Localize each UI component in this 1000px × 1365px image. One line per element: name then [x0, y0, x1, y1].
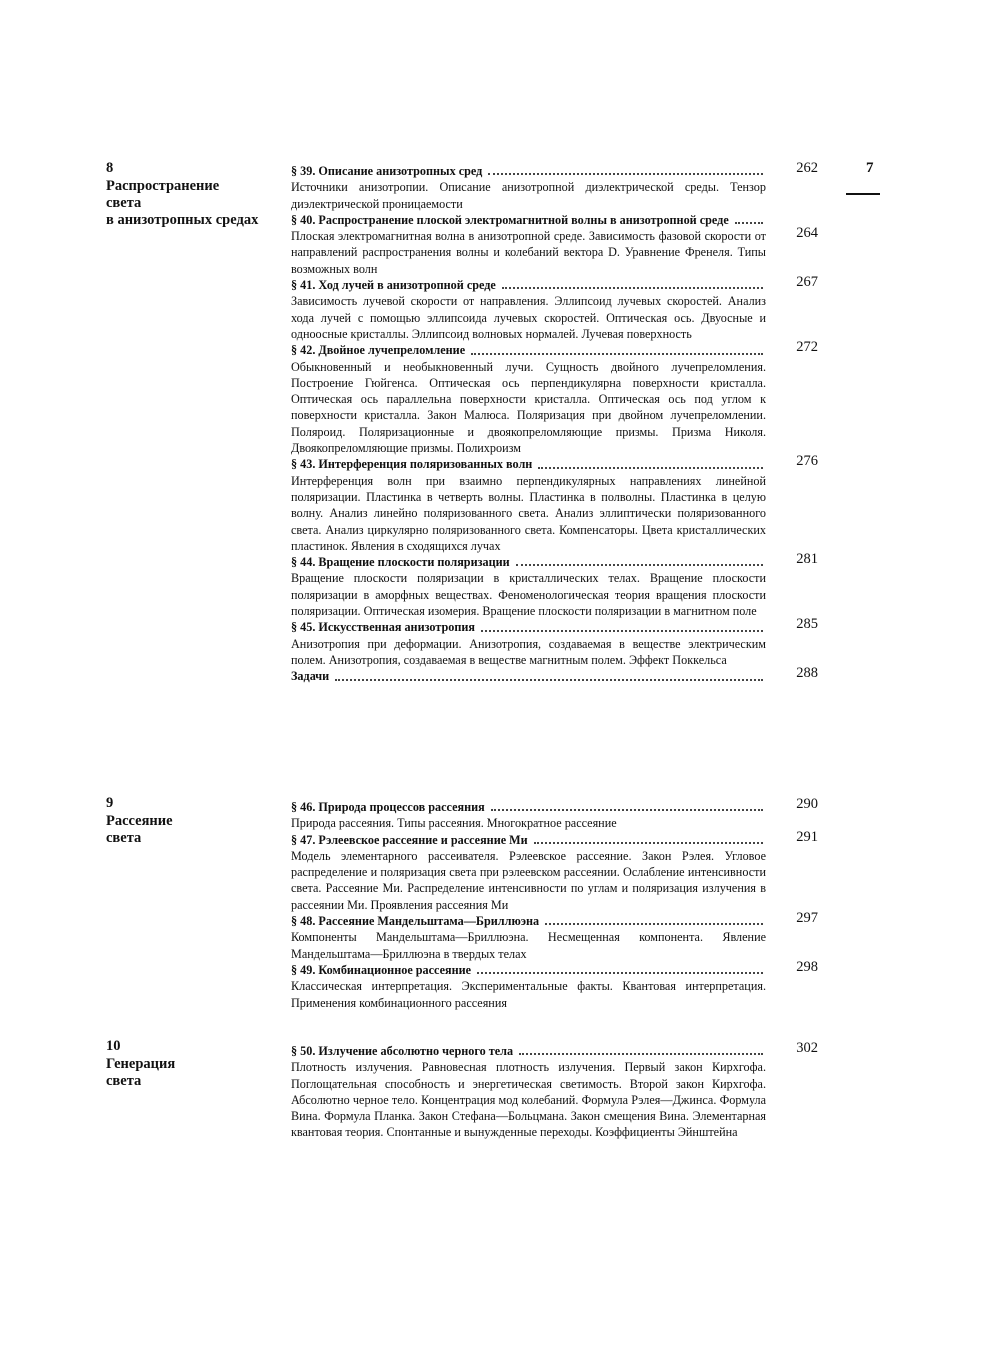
toc-entry[interactable] — [291, 274, 818, 342]
chapter-number: 10 — [106, 1038, 121, 1054]
leader-dots — [488, 173, 763, 175]
leader-dots — [471, 353, 763, 355]
toc-entry[interactable] — [291, 1040, 818, 1141]
section-page: 298 — [796, 958, 818, 975]
section-title[interactable]: § 46. Природа процессов рассеяния — [291, 800, 485, 814]
chapter-10-heading — [106, 1038, 175, 1090]
leader-dots — [735, 222, 763, 224]
section-description: Интерференция волн при взаимно перпендикулярных направлениях линейной поляризации. Пластинка в четверть волны. Пластинка в полволны. Пластинка в целую волну. Анализ линейно поляризованного света. Анализ эллиптически поляризованного света. Анализ циркулярно поляризованного света. Компенсаторы. Цвета кристаллических пластинок. Явления в сходящихся лучах — [291, 473, 766, 553]
leader-dots — [477, 972, 763, 974]
toc-chapter-10 — [291, 1040, 818, 1141]
leader-dots — [545, 923, 763, 925]
section-page: 290 — [796, 796, 818, 812]
section-page: 262 — [796, 160, 818, 176]
section-page: 302 — [796, 1040, 818, 1056]
leader-dots — [534, 842, 763, 844]
toc-entry[interactable] — [291, 339, 818, 456]
section-description: Природа рассеяния. Типы рассеяния. Многократное рассеяние — [291, 816, 617, 831]
toc-chapter-9 — [291, 796, 818, 1011]
chapter-title: Распространение света в анизотропных средах — [106, 178, 259, 228]
chapter-9-heading — [106, 795, 173, 847]
section-title[interactable]: § 50. Излучение абсолютно черного тела — [291, 1044, 514, 1058]
leader-dots — [538, 467, 763, 469]
toc-entry[interactable] — [291, 958, 818, 1011]
leader-dots — [519, 1053, 763, 1055]
section-page: 276 — [796, 453, 818, 470]
section-description: Источники анизотропии. Описание анизотропной диэлектрической среды. Тензор диэлектрической проницаемости — [291, 180, 766, 211]
toc-entry[interactable] — [291, 160, 818, 212]
toc-entry-problems[interactable] — [291, 665, 818, 684]
toc-entry[interactable] — [291, 212, 818, 277]
toc-entry[interactable] — [291, 796, 818, 832]
section-description: Зависимость лучевой скорости от направления. Эллипсоид лучевых скоростей. Анализ хода лучей с помощью эллипсоида лучевых скоростей. Оптическая ось. Двуосные и одноосные кристаллы. Эллипсоид волновых нормалей. Лучевая поверхность — [291, 294, 766, 341]
section-description: Обыкновенный и необыкновенный лучи. Сущность двойного лучепреломления. Построение Гюйгенса. Оптическая ось перпендикулярна поверхности кристалла. Оптическая ось параллельна поверхности кристалла. Оптическая ось под углом к поверхности кристалла. Закон Малюса. Поляризация при двойном лучепреломлении. Поляроид. Поляризационные и двоякопреломляющие призмы. Призма Николя. Двоякопреломляющие призмы. Полихроизм — [291, 359, 766, 456]
section-page: 285 — [796, 616, 818, 633]
chapter-title: Генерация света — [106, 1056, 176, 1089]
chapter-8-heading — [106, 160, 258, 229]
leader-dots — [502, 287, 763, 289]
page-number-rule — [846, 193, 880, 195]
toc-chapter-8 — [291, 160, 818, 685]
section-page: 291 — [796, 828, 818, 845]
section-title[interactable]: Задачи — [291, 669, 330, 684]
toc-entry[interactable] — [291, 616, 818, 668]
section-title[interactable]: § 47. Рэлеевское рассеяние и рассеяние Ми — [291, 832, 528, 847]
section-title[interactable]: § 49. Комбинационное рассеяние — [291, 962, 472, 977]
section-title[interactable]: § 45. Искусственная анизотропия — [291, 620, 475, 635]
toc-entry[interactable] — [291, 828, 818, 913]
leader-dots — [516, 564, 763, 566]
chapter-number: 8 — [106, 160, 114, 176]
leader-dots — [481, 630, 763, 632]
section-description: Вращение плоскости поляризации в кристаллических телах. Вращение плоскости поляризации в аморфных веществах. Феноменологическая теория вращения плоскости поляризации. Оптическая изомерия. Вращение плоскости поляризации в магнитном поле — [291, 571, 766, 619]
section-description: Компоненты Мандельштама—Бриллюэна. Несмещенная компонента. Явление Мандельштама—Бриллюэна в твердых телах — [291, 930, 766, 961]
toc-entry[interactable] — [291, 551, 818, 619]
section-description: Плотность излучения. Равновесная плотность излучения. Первый закон Кирхгофа. Поглощательная способность и энергетическая светимость. Второй закон Кирхгофа. Абсолютно черное тело. Концентрация мод колебаний. Формула Рэлея—Джинса. Формула Вина. Формула Планка. Закон Стефана—Больцмана. Закон смещения Вина. Элементарная квантовая теория. Спонтанные и вынужденные переходы. Коэффициенты Эйнштейна — [291, 1060, 766, 1140]
section-description: Плоская электромагнитная волна в анизотропной среде. Зависимость фазовой скорости от направлений распространения волны и колебаний вектора D. Уравнение Френеля. Типы возможных волн — [291, 229, 766, 276]
section-title[interactable]: § 40. Распространение плоской электромагнитной волны в анизотропной среде — [291, 212, 729, 227]
toc-entry[interactable] — [291, 910, 818, 962]
toc-entry[interactable] — [291, 453, 818, 554]
section-title[interactable]: § 48. Рассеяние Мандельштама—Бриллюэна — [291, 914, 540, 929]
section-title[interactable]: § 39. Описание анизотропных сред — [291, 164, 483, 178]
section-page: 267 — [796, 274, 818, 291]
chapter-title: Рассеяние света — [106, 813, 173, 846]
section-description: Анизотропия при деформации. Анизотропия, создаваемая в веществе электрическим полем. Анизотропия, создаваемая в веществе магнитным полем. Эффект Поккельса — [291, 636, 766, 667]
section-page: 288 — [796, 665, 818, 682]
section-page: 297 — [796, 910, 818, 927]
chapter-number: 9 — [106, 795, 114, 811]
section-description: Модель элементарного рассеивателя. Рэлеевское рассеяние. Закон Рэлея. Угловое распределение и поляризация света при рэлеевском рассеянии. Ослабление интенсивности света. Рассеяние Ми. Распределение интенсивности по углам и поляризация излучения в рассеянии Ми. Проявления рассеяния Ми — [291, 848, 766, 912]
section-description: Классическая интерпретация. Экспериментальные факты. Квантовая интерпретация. Применения комбинационного рассеяния — [291, 979, 766, 1010]
section-page: 272 — [796, 339, 818, 356]
section-page: 281 — [796, 551, 818, 568]
section-title[interactable]: § 42. Двойное лучепреломление — [291, 343, 466, 358]
leader-dots — [491, 809, 763, 811]
page-number: 7 — [866, 160, 874, 176]
leader-dots — [335, 679, 763, 681]
section-title[interactable]: § 44. Вращение плоскости поляризации — [291, 555, 510, 570]
section-title[interactable]: § 41. Ход лучей в анизотропной среде — [291, 278, 496, 293]
section-title[interactable]: § 43. Интерференция поляризованных волн — [291, 457, 533, 472]
section-page: 264 — [796, 224, 818, 241]
